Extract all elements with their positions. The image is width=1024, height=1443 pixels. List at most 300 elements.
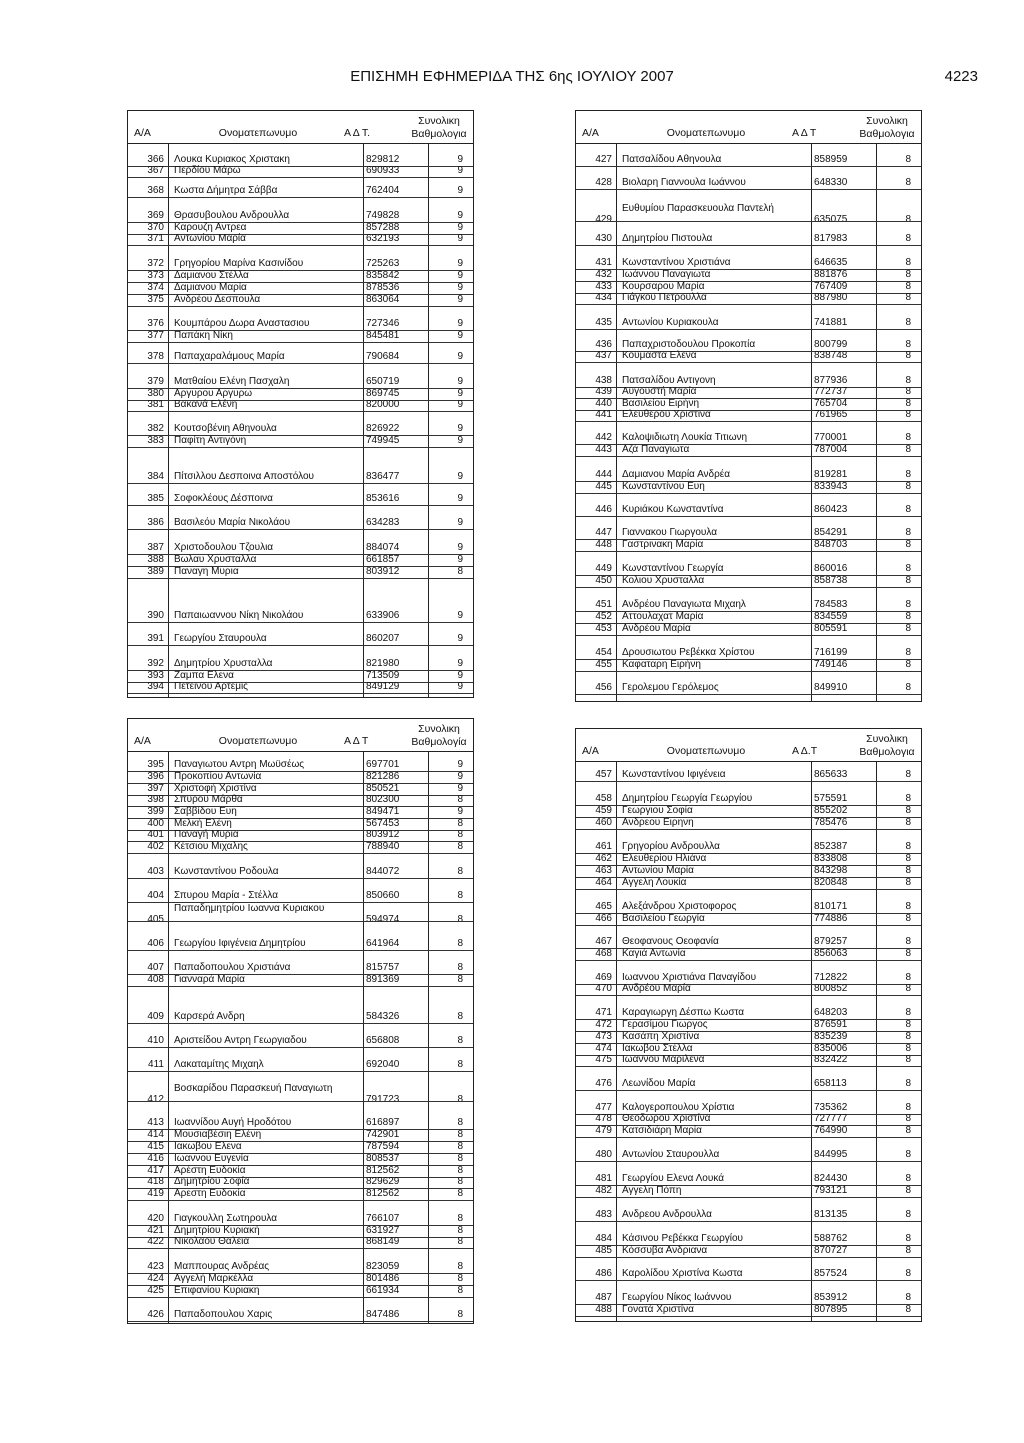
row-grade: 9 [457,435,463,446]
row-grade: 8 [905,432,911,443]
row-id-card: 820848 [814,877,848,888]
row-grade: 8 [457,1213,463,1224]
row-rule [128,363,473,364]
row-id-card: 749828 [366,210,400,221]
row-grade: 8 [905,1125,911,1136]
row-id-card: 833943 [814,481,848,492]
row-number: 369 [147,210,164,221]
row-name: Πετεινου Αρτεμις [174,681,248,692]
row-name: Κουμαστα Ελενα [622,350,697,361]
row-number: 445 [595,481,612,492]
row-name: Καφαταρη Ειρήνη [622,659,701,670]
row-grade: 8 [905,805,911,816]
row-id-card: 858959 [814,154,848,165]
row-grade: 9 [457,399,463,410]
row-name: Αντωνίου Κυριακουλα [622,317,719,328]
row-name: Αριστείδου Αντρη Γεωργιαδου [174,1035,307,1046]
table-header [576,111,921,144]
row-id-card: 838748 [814,350,848,361]
row-id-card: 650719 [366,376,400,387]
row-grade: 8 [457,794,463,805]
row-id-card: 820000 [366,399,400,410]
row-rule [128,197,473,198]
row-grade: 8 [905,504,911,515]
results-table-2 [575,110,922,702]
column-divider [616,761,617,1321]
row-rule [128,1047,473,1048]
row-grade: 8 [905,1031,911,1042]
row-id-card: 848703 [814,539,848,550]
row-id-card: 829812 [366,154,400,165]
row-rule [128,483,473,484]
row-name: Γονατά Χριστίνα [622,1304,694,1315]
row-id-card: 641964 [366,938,400,949]
row-grade: 8 [905,1233,911,1244]
row-grade: 8 [905,1019,911,1030]
row-rule [128,306,473,307]
col-header-aa: Α/Α [582,127,599,139]
row-number: 438 [595,375,612,386]
row-name: Χριστοφή Χριστίνα [174,783,257,794]
row-grade: 8 [905,1268,911,1279]
row-number: 450 [595,575,612,586]
row-name: Αυγουστή Μαρία [622,386,697,397]
row-number: 404 [147,890,164,901]
row-number: 382 [147,423,164,434]
row-number: 424 [147,1273,164,1284]
row-number: 366 [147,154,164,165]
row-id-card: 656808 [366,1035,400,1046]
row-rule [576,1197,921,1198]
row-id-card: 858738 [814,575,848,586]
row-rule [128,411,473,412]
row-rule [576,456,921,457]
row-grade: 9 [457,233,463,244]
row-id-card: 661857 [366,554,400,565]
row-id-card: 855202 [814,805,848,816]
row-number: 477 [595,1102,612,1113]
row-id-card: 849471 [366,806,400,817]
row-grade: 9 [457,154,463,165]
row-name: Παπάκη Νίκη [174,330,233,341]
row-id-card: 870727 [814,1245,848,1256]
row-rule [576,781,921,782]
row-number: 446 [595,504,612,515]
row-rule [128,1321,473,1322]
col-header-grade: Συνολικη Βαθμολογια [859,733,915,758]
row-name: Ανδρέου Μαρία [622,623,691,634]
row-name: Γιάγκου Πετρουλλα [622,292,707,303]
row-name: Αντωνίου Σταυρουλλα [622,1149,720,1160]
row-number: 395 [147,759,164,770]
row-grade: 8 [905,563,911,574]
row-number: 374 [147,282,164,293]
row-number: 444 [595,469,612,480]
row-name: Αντωνίου Μαρία [622,865,694,876]
row-number: 454 [595,647,612,658]
row-number: 458 [595,793,612,804]
row-name: Επιφανίου Κυριακη [174,1285,260,1296]
row-id-card: 812562 [366,1188,400,1199]
row-rule [576,1137,921,1138]
row-grade: 8 [905,281,911,292]
row-name: Κόσσυβα Ανδριανα [622,1245,708,1256]
row-grade: 9 [457,318,463,329]
row-rule [576,551,921,552]
row-name: Αλεξάνδρου Χριστοφορος [622,901,737,912]
row-number: 397 [147,783,164,794]
row-name: Δημητρίου Κυριακή [174,1225,260,1236]
col-header-name: Ονοματεπωνυμο [666,127,746,139]
column-divider [168,143,169,697]
row-name: Αργυρου Αργυρω [174,388,253,399]
row-id-card: 807895 [814,1304,848,1315]
row-name: Θεοφανους Οεοφανία [622,936,719,947]
row-id-card: 844072 [366,866,400,877]
row-number: 387 [147,542,164,553]
row-grade: 8 [457,1035,463,1046]
row-grade: 8 [905,936,911,947]
row-number: 376 [147,318,164,329]
row-name: Αντωνίου Μαρία [174,233,246,244]
row-id-card: 742901 [366,1129,400,1140]
row-rule [576,189,921,190]
row-grade: 8 [905,398,911,409]
row-name: Λακαταμίτης Μιχαηλ [174,1059,264,1070]
row-number: 437 [595,350,612,361]
col-header-grade: Συνολικη Βαθμολογια [859,115,915,140]
col-header-grade: Συνολικη Βαθμολογία [411,723,467,748]
row-number: 474 [595,1043,612,1054]
row-name: Παπαχαραλάμους Μαρία [174,351,285,362]
row-name: Κωστα Δήμητρα Σάββα [174,185,278,196]
row-id-card: 690933 [366,165,400,176]
row-rule [576,221,921,222]
col-header-name: Ονοματεπωνυμο [218,127,298,139]
row-id-card: 852387 [814,841,848,852]
row-grade: 8 [905,983,911,994]
row-number: 378 [147,351,164,362]
row-number: 403 [147,866,164,877]
row-id-card: 787004 [814,444,848,455]
row-grade: 8 [457,841,463,852]
row-rule [128,505,473,506]
row-number: 375 [147,294,164,305]
row-number: 388 [147,554,164,565]
row-number: 425 [147,1285,164,1296]
row-rule [128,447,473,448]
row-grade: 8 [905,1304,911,1315]
row-id-card: 850521 [366,783,400,794]
row-grade: 8 [905,682,911,693]
row-number: 468 [595,948,612,959]
row-id-card: 860423 [814,504,848,515]
row-name: Σπυρου Μάρθα [174,794,243,805]
row-id-card: 633906 [366,610,400,621]
row-id-card: 879257 [814,936,848,947]
row-rule [576,1257,921,1258]
row-name: Ελευθερου Χριστινα [622,409,711,420]
row-id-card: 634283 [366,517,400,528]
row-name: Θρασυβουλου Ανδρουλλα [174,210,290,221]
row-name: Βασιλείου Γεωργία [622,913,705,924]
row-number: 459 [595,805,612,816]
row-name: Κωνσταντίνου Ροδουλα [174,866,279,877]
row-name: Περδίου Μάρω [174,165,241,176]
row-id-card: 646635 [814,257,848,268]
row-number: 389 [147,566,164,577]
row-number: 434 [595,292,612,303]
row-name: Ιακωβου Στέλλα [622,1043,693,1054]
row-grade: 8 [905,1043,911,1054]
row-id-card: 803912 [366,829,400,840]
row-rule [128,878,473,879]
row-id-card: 849910 [814,682,848,693]
row-number: 379 [147,376,164,387]
row-grade: 8 [905,1292,911,1303]
row-name: Γερασίμου Γιωργος [622,1019,708,1030]
row-id-card: 800852 [814,983,848,994]
row-grade: 8 [905,257,911,268]
row-name: Γιανναρά Μαρία [174,974,245,985]
row-id-card: 632193 [366,233,400,244]
row-rule [576,1066,921,1067]
row-rule [576,635,921,636]
row-name: Αττουλαχατ Μαρία [622,611,704,622]
row-name: Ζαμπα Ελενα [174,670,234,681]
row-name: Κασάπη Χριστίνα [622,1031,700,1042]
row-grade: 8 [905,841,911,852]
row-number: 414 [147,1129,164,1140]
row-number: 421 [147,1225,164,1236]
row-number: 456 [595,682,612,693]
row-number: 383 [147,435,164,446]
row-id-card: 857288 [366,222,400,233]
row-name: Χριστοδουλου Τζουλια [174,542,274,553]
row-rule [128,1101,473,1102]
row-name: Γαστρινακη Μαρία [622,539,704,550]
row-grade: 8 [905,1149,911,1160]
row-id-card: 857524 [814,1268,848,1279]
row-number: 449 [595,563,612,574]
row-grade: 8 [457,1285,463,1296]
row-id-card: 805591 [814,623,848,634]
row-id-card: 868149 [366,1236,400,1247]
row-number: 409 [147,1011,164,1022]
row-number: 488 [595,1304,612,1315]
row-grade: 9 [457,493,463,504]
row-number: 481 [595,1173,612,1184]
row-grade: 9 [457,222,463,233]
row-rule [576,329,921,330]
row-id-card: 865633 [814,769,848,780]
row-number: 483 [595,1209,612,1220]
row-rule [576,995,921,996]
row-grade: 9 [457,471,463,482]
row-number: 391 [147,633,164,644]
row-grade: 9 [457,282,463,293]
row-name: Μελκή Ελένη [174,818,232,829]
row-name: Νικολαου Θαλεια [174,1236,250,1247]
column-divider [616,143,617,701]
column-divider [876,143,877,701]
row-name: Δημητρίου Πιστουλα [622,233,713,244]
row-number: 487 [595,1292,612,1303]
row-id-card: 761965 [814,409,848,420]
row-grade: 8 [457,1011,463,1022]
row-id-card: 567453 [366,818,400,829]
row-id-card: 810171 [814,901,848,912]
row-id-card: 869745 [366,388,400,399]
row-id-card: 801486 [366,1273,400,1284]
row-number: 398 [147,794,164,805]
row-number: 429 [595,214,612,225]
row-grade: 8 [905,375,911,386]
row-number: 392 [147,658,164,669]
row-grade: 9 [457,681,463,692]
row-name: Γιαννακου Γιωργουλα [622,527,718,538]
row-number: 422 [147,1236,164,1247]
row-name: Παναγή Μυρια [174,829,239,840]
row-rule [576,925,921,926]
row-rule [128,578,473,579]
table-header [128,719,473,752]
row-number: 433 [595,281,612,292]
row-grade: 8 [905,817,911,828]
row-id-card: 741881 [814,317,848,328]
row-rule [128,1297,473,1298]
row-id-card: 803912 [366,566,400,577]
row-grade: 9 [457,270,463,281]
row-grade: 8 [905,481,911,492]
row-name: Κάσινου Ρεβέκκα Γεωργίου [622,1233,744,1244]
row-grade: 8 [905,972,911,983]
row-id-card: 821286 [366,771,400,782]
row-id-card: 853912 [814,1292,848,1303]
row-grade: 9 [457,610,463,621]
row-grade: 8 [905,527,911,538]
row-id-card: 849129 [366,681,400,692]
row-name: Ματθαίου Ελένη Πασχαλη [174,376,290,387]
row-grade: 8 [905,1007,911,1018]
row-name: Παναγιωτου Αντρη Μωϋσέως [174,759,305,770]
row-name: Ιωαννου Χριστιάνα Παναγίδου [622,972,757,983]
row-number: 430 [595,233,612,244]
row-name: Παφίτη Αντιγόνη [174,435,247,446]
row-id-card: 845481 [366,330,400,341]
row-grade: 8 [457,962,463,973]
row-rule [128,245,473,246]
row-rule [576,1316,921,1317]
row-rule [576,587,921,588]
row-id-card: 788940 [366,841,400,852]
col-header-aa: Α/Α [134,127,151,139]
row-rule [128,853,473,854]
row-rule [128,950,473,951]
row-name: Ιακωβου Ελενα [174,1141,242,1152]
row-id-card: 584326 [366,1011,400,1022]
row-id-card: 860016 [814,563,848,574]
row-number: 426 [147,1309,164,1320]
row-rule [576,1161,921,1162]
row-id-card: 812562 [366,1165,400,1176]
row-number: 400 [147,818,164,829]
row-grade: 9 [457,554,463,565]
row-name: Προκοπίου Αντωνία [174,771,262,782]
row-grade: 8 [905,339,911,350]
row-name: Ανδρέου Μαρία [622,983,691,994]
row-id-card: 594974 [366,914,400,925]
row-number: 453 [595,623,612,634]
row-number: 368 [147,185,164,196]
col-header-name: Ονοματεπωνυμο [666,745,746,757]
row-name: Δαμιανου Μαρία Ανδρέα [622,469,731,480]
row-rule [128,177,473,178]
row-grade: 8 [457,866,463,877]
row-grade: 8 [457,566,463,577]
row-number: 466 [595,913,612,924]
row-id-card: 860207 [366,633,400,644]
table-header [128,111,473,144]
row-rule [576,516,921,517]
row-name: Γερολεμου Γερόλεμος [622,682,719,693]
row-id-card: 887980 [814,292,848,303]
row-grade: 8 [905,1102,911,1113]
row-name: Κουρσαρου Μαρία [622,281,705,292]
row-id-card: 772737 [814,386,848,397]
row-name: Κωνσταντίνου Χριστιάνα [622,257,731,268]
row-name: Μαππουρας Ανδρέας [174,1261,270,1272]
row-number: 390 [147,610,164,621]
row-grade: 8 [905,623,911,634]
row-id-card: 770001 [814,432,848,443]
row-rule [128,921,473,922]
row-grade: 8 [905,865,911,876]
row-id-card: 713509 [366,670,400,681]
row-id-card: 881876 [814,269,848,280]
row-grade: 8 [905,647,911,658]
row-grade: 9 [457,783,463,794]
row-grade: 8 [457,1261,463,1272]
column-divider [428,143,429,697]
row-name: Δαμιανου Στέλλα [174,270,249,281]
row-grade: 8 [905,154,911,165]
row-grade: 8 [905,1113,911,1124]
row-name: Κωνσταντίνου Ευη [622,481,705,492]
row-grade: 8 [905,317,911,328]
row-number: 415 [147,1141,164,1152]
row-grade: 8 [905,853,911,864]
row-grade: 8 [457,914,463,925]
row-id-card: 787594 [366,1141,400,1152]
row-rule [576,1090,921,1091]
row-name: Παπαχριστοδουλου Προκοπία [622,339,756,350]
row-id-card: 697701 [366,759,400,770]
row-grade: 8 [905,469,911,480]
row-number: 386 [147,517,164,528]
row-id-card: 727346 [366,318,400,329]
row-grade: 8 [457,1165,463,1176]
row-grade: 9 [457,351,463,362]
row-name: Βασιλείου Ειρήνη [622,398,700,409]
row-grade: 8 [905,1209,911,1220]
row-id-card: 791723 [366,1094,400,1105]
row-name: Σοφοκλέους Δέσποινα [174,493,273,504]
row-grade: 9 [457,294,463,305]
row-id-card: 823059 [366,1261,400,1272]
row-grade: 8 [905,269,911,280]
row-grade: 8 [905,1245,911,1256]
